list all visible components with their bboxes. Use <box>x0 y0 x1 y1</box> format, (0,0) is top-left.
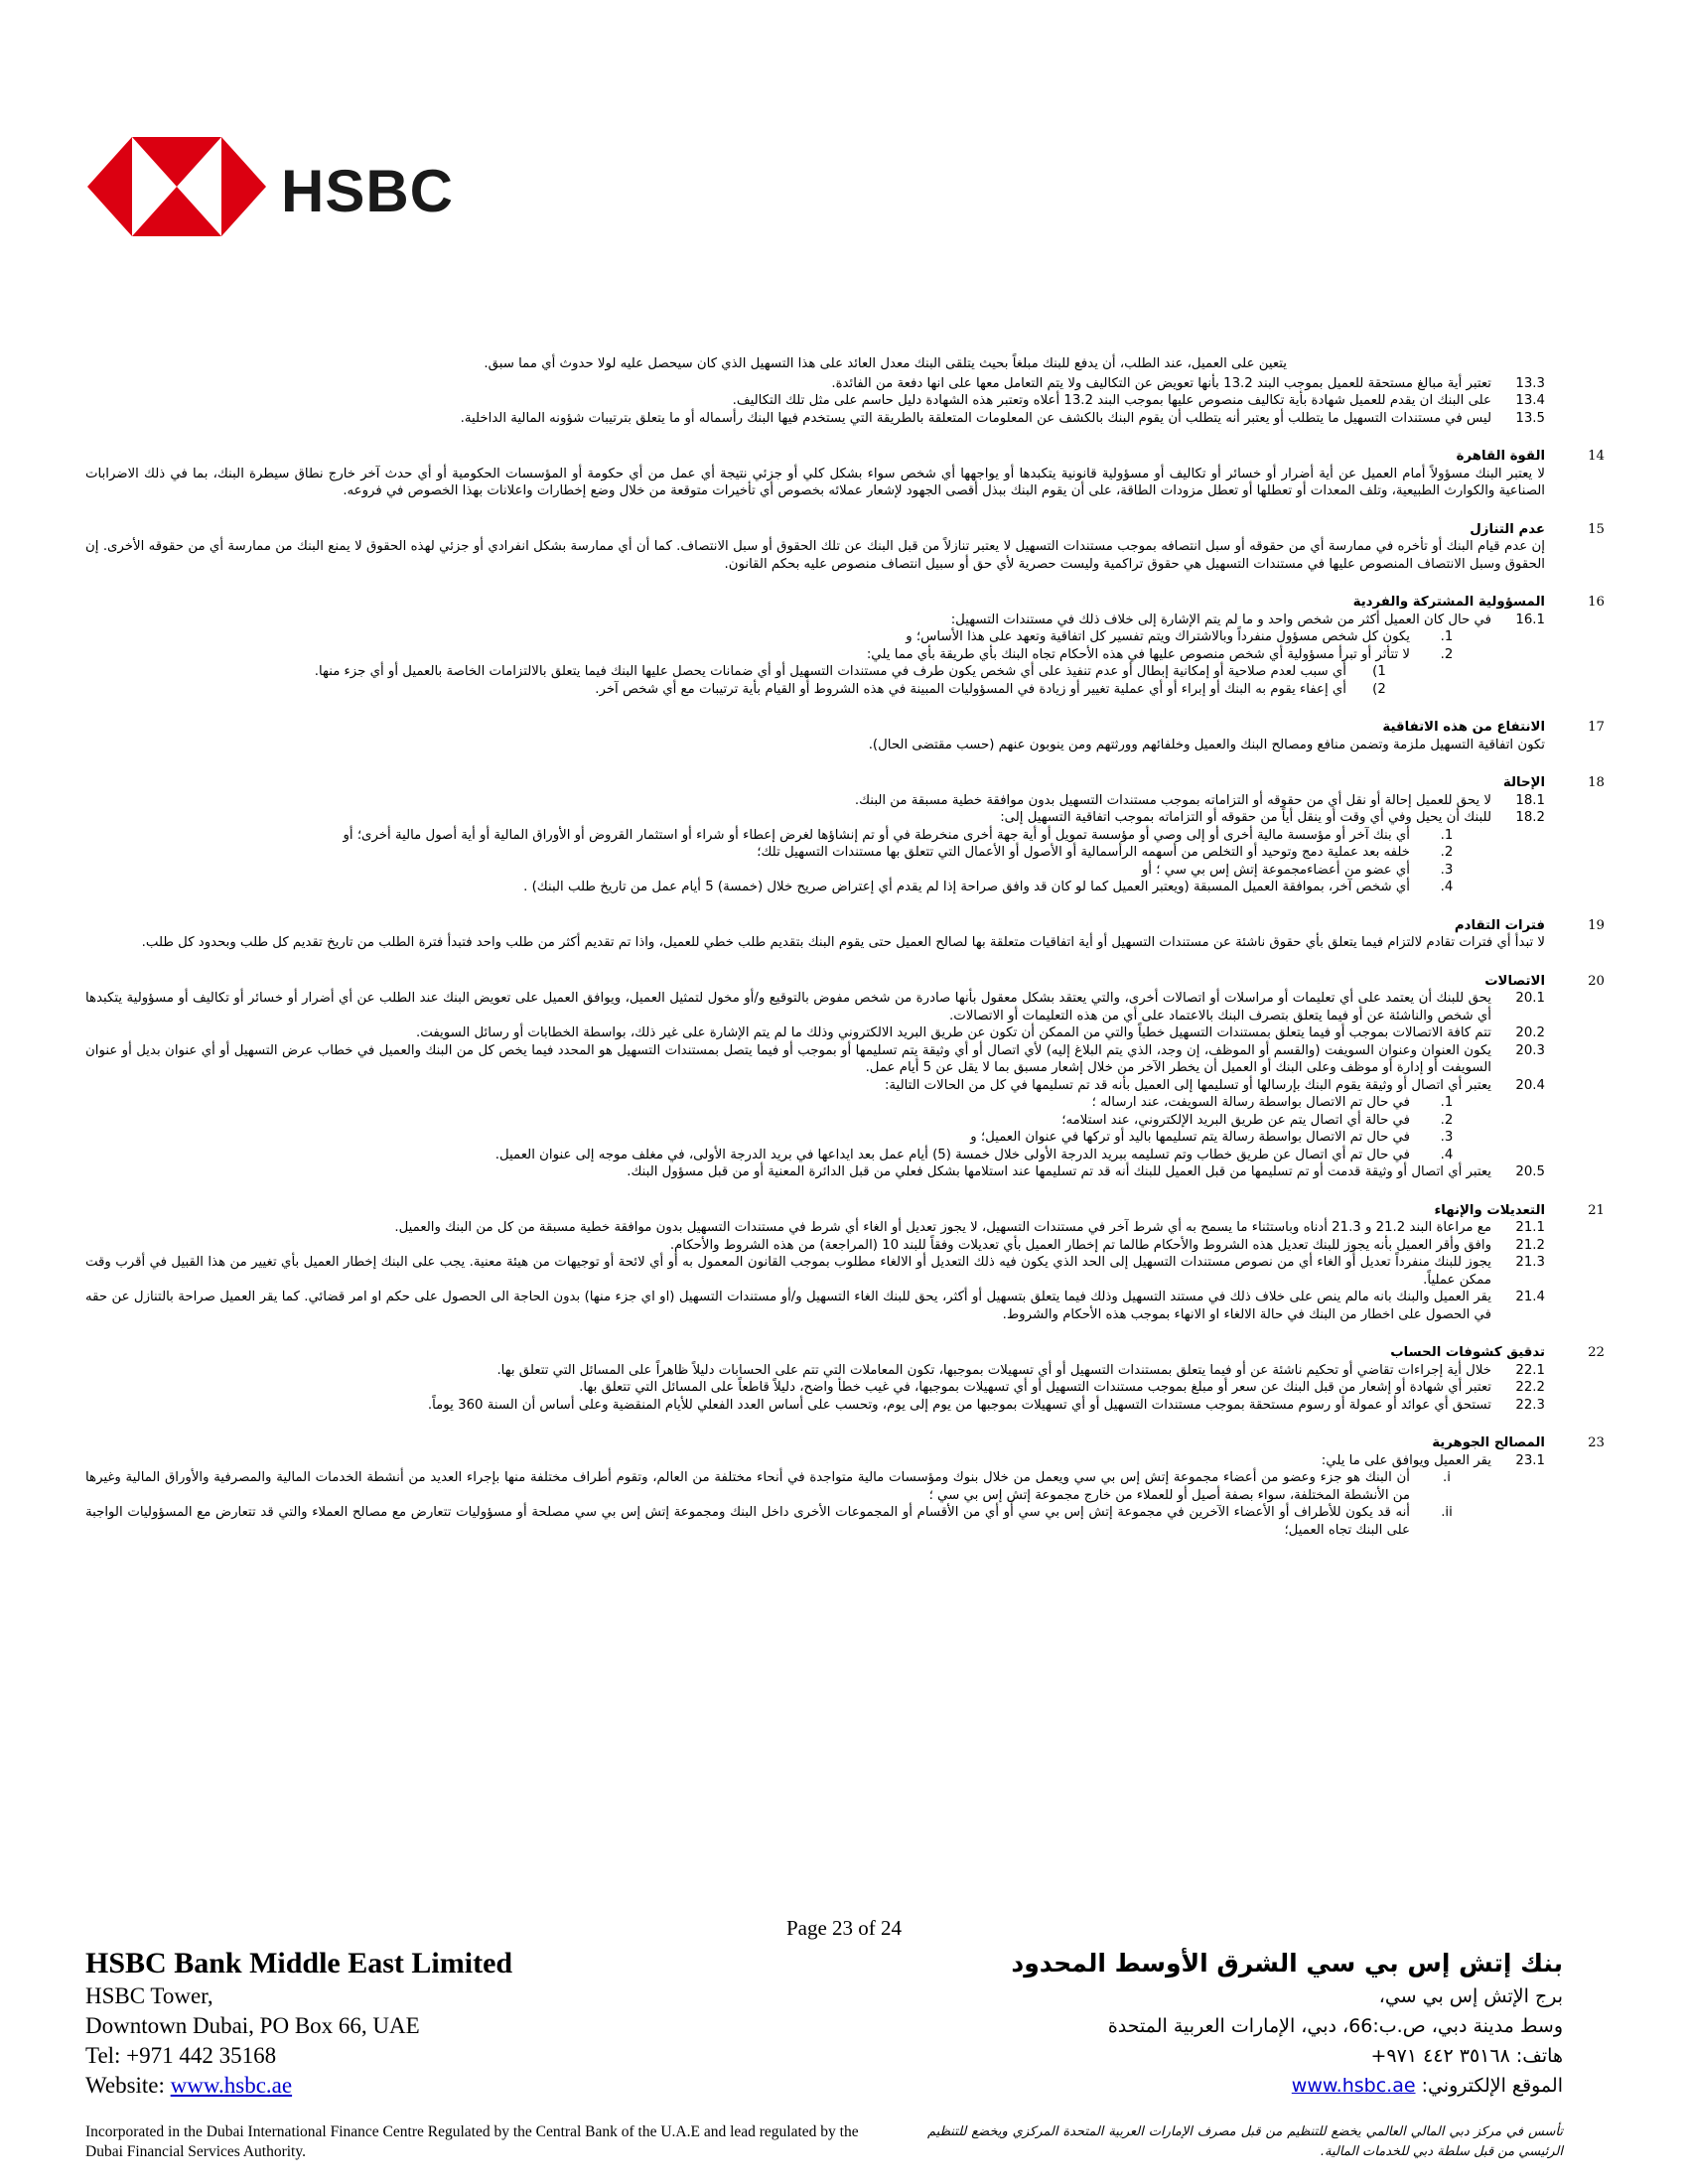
section-heading <box>85 1434 1605 1452</box>
section-number: 19 <box>1588 917 1605 933</box>
clause-number: .4 <box>1440 880 1454 894</box>
clause-number: 16.1 <box>1515 612 1545 627</box>
clause-item <box>85 1129 1477 1147</box>
clause-item <box>85 809 1545 827</box>
clause-item <box>85 1452 1545 1470</box>
clause-number: 20.1 <box>1515 991 1545 1006</box>
section-number: 14 <box>1588 449 1605 464</box>
clause-text: تعتبر أية مبالغ مستحقة للعميل بموجب البند 13.2 بأنها تعويض عن التكاليف ولا يتم التعامل معها على انها دفعة من الفائدة. <box>831 375 1491 391</box>
section-17 <box>85 719 1605 753</box>
clause-number: .2 <box>1440 1112 1454 1128</box>
clause-number: .1 <box>1440 629 1454 644</box>
website-row-ar <box>1011 2071 1563 2101</box>
clause-text: أنه قد يكون للأطراف أو الأعضاء الآخرين في مجموعة إتش إس بي سي أو أي من الأقسام أو المجموعات الأخرى داخل البنك ومجموعة إتش إس بي سي مصلحة أو مسؤوليات تتعارض مع مصالح العملاء والتي قد تتعارض مع المسؤوليات الواجبة على البنك تجاه العميل؛ <box>85 1505 1410 1538</box>
hsbc-hexagon-icon <box>87 137 266 236</box>
clause-number: 21.1 <box>1515 1220 1545 1235</box>
section-title: القوة القاهرة <box>1456 449 1545 464</box>
section-body: لا يعتبر البنك مسؤولاً أمام العميل عن أية أضرار أو خسائر أو تكاليف أو مسؤولية قانونية يتكبدها أو يواجهها أي شخص سواء بشكل كلي أو جزئي نتيجة أي عمل من أي حكومة أو المؤسسات الحكومية أو أي حدث آخر خارج نطاق سيطرة البنك، بما في ذلك الاضرابات الصناعية والكوارث الطبيعية، وتلف المعدات أو تعطلها أو تعطل مزودات الطاقة، على أن يقوم البنك ببذل أقصى الجهود لإشعار عملائه بخصوص أي تأخيرات متوقعة من خلال وضع إخطارات واعلانات بهذا الخصوص في فروعه. <box>85 466 1545 498</box>
clause-item <box>85 1112 1477 1130</box>
section-23 <box>85 1434 1605 1539</box>
telephone-ar: هاتف: ٣٥١٦٨ ٤٤٢ ٩٧١+ <box>1370 2045 1563 2067</box>
clause-text: في حالة أي اتصال يتم عن طريق البريد الإلكتروني، عند استلامه؛ <box>1061 1112 1410 1128</box>
section-19 <box>85 917 1605 952</box>
footer-english <box>85 1946 512 2101</box>
section-heading <box>85 917 1605 935</box>
clause-number: 13.3 <box>1515 375 1545 391</box>
section-heading <box>85 1202 1605 1220</box>
clause-text: يقر العميل والبنك بانه مالم ينص على خلاف ذلك في مستند التسهيل وذلك فيما يتعلق بتسهيل أو أكثر، يحق للبنك الغاء التسهيل و/أو مستندات التسهيل (او اي جزء منها) بدون الحاجة الى الحصول على حكم او امر قضائي. كما يقر العميل صراحة بالتنازل عن حقه في الحصول على اخطار من البنك في حالة الالغاء او الانهاء بموجب هذه الأحكام والشروط. <box>85 1290 1491 1322</box>
clause-text: خلفه بعد عملية دمج وتوحيد أو التخلص من أسهمه الرأسمالية أو الأصول أو الأعمال التي تتعلق بها مستندات التسهيل تلك؛ <box>757 845 1410 860</box>
clause-item <box>85 862 1477 880</box>
clause-text: للبنك أن يحيل وفي أي وقت أو ينقل أياً من حقوقه أو التزاماته بموجب اتفاقية التسهيل إلى: <box>1000 810 1491 825</box>
bank-name-ar: بنك إتش إس بي سي الشرق الأوسط المحدود <box>1011 1949 1563 1978</box>
section-15 <box>85 521 1605 574</box>
clause-item <box>85 1077 1545 1095</box>
telephone-en: Tel: +971 442 35168 <box>85 2043 277 2068</box>
clause-item <box>85 1042 1545 1077</box>
address-line-2-en: Downtown Dubai, PO Box 66, UAE <box>85 2013 420 2038</box>
section-title: التعديلات والإنهاء <box>1434 1202 1545 1218</box>
clause-item <box>85 410 1545 428</box>
clause-number: 21.4 <box>1515 1290 1545 1304</box>
clause-text: أن البنك هو جزء وعضو من أعضاء مجموعة إتش إس بي سي ويعمل من خلال بنوك ومؤسسات مالية متواجدة في أنحاء مختلفة من العالم، وتقوم أطراف مختلفة منها بإجراء العديد من أنشطة الخدمات المالية والمصرفية والأوراق المالية وغيرها من الأنشطة المختلفة، سواء بصفة أصيل أو للعملاء من خارج مجموعة إتش إس بي سي ؛ <box>85 1470 1410 1503</box>
clause-item <box>85 879 1477 896</box>
section-heading <box>85 774 1605 792</box>
section-title: عدم التنازل <box>1470 521 1545 537</box>
clause-item <box>85 844 1477 862</box>
clause-text: تعتبر أي شهادة أو إشعار من قبل البنك عن سعر أو مبلغ بموجب مستندات التسهيل أو أي تسهيلات بموجبها، في غيب خطأ واضح، دليلاً قاطعاً على المسائل التي تتعلق بها. <box>579 1380 1491 1395</box>
clause-text: يحق للبنك أن يعتمد على أي تعليمات أو مراسلات أو اتصالات أخرى، والتي يعتقد بشكل معقول بأنها صادرة من شخص مفوض بالتوقيع و/أو مخول لتمثيل العميل، ويوافق العميل على تعويض البنك عند الطلب عن أي أضرار أو خسائر أو تكاليف أو مسؤولية يتكبدها أي شخص والناشئة عن أو فيما يتعلق بتصرف البنك بالاعتماد على أي من هذه التعليمات أو الاتصالات. <box>85 991 1491 1024</box>
clause-number: (2 <box>1372 681 1386 697</box>
clause-text: على البنك ان يقدم للعميل شهادة بأية تكاليف منصوص عليها بموجب البند 13.2 أعلاه وتعتبر هذه الشهادة دليل حاسم على مثل تلك التكاليف. <box>732 393 1491 408</box>
clause-item <box>85 1094 1477 1112</box>
section-18 <box>85 774 1605 896</box>
section-number: 18 <box>1588 775 1605 790</box>
clause-text: يكون العنوان وعنوان السويفت (والقسم أو الموظف، إن وجد، الذي يتم البلاغ إليه) لأي اتصال أو أي وثيقة يتم تسليمها أو بموجب أو فيما يتصل بمستندات التسهيل هو المحدد فيما يخص كل من البنك والعميل في خطاب عرض التسهيل أو أي عنوان بديل أو عنوان السويفت أو إدارة أو موظف وعلى البنك أو العميل أن يخطر الآخر من خلال إشعار مسبق بما لا يقل عن 5 أيام عمل. <box>85 1042 1491 1075</box>
clause-number: 22.3 <box>1515 1397 1545 1413</box>
clause-number: 22.1 <box>1515 1362 1545 1378</box>
section-title: فترات التقادم <box>1454 917 1545 933</box>
clause-item <box>85 1024 1545 1042</box>
section-heading <box>85 448 1605 466</box>
legal-notice-ar: تأسس في مركز دبي المالي العالمي يخضع للتنظيم من قبل مصرف الإمارات العربية المتحدة المركزي ويخضع للتنظيم الرئيسي من قبل سلطة دبي للخدمات المالية. <box>927 2124 1563 2159</box>
page-number: Page 23 of 24 <box>785 1916 903 1940</box>
section-heading <box>85 719 1605 737</box>
clause-text: ليس في مستندات التسهيل ما يتطلب أو يعتبر أنه يتطلب أن يقوم البنك بالكشف عن المعلومات المتعلقة بالطريقة التي يستخدم فيها البنك رأسماله أو ما يتعلق بترتيبات شؤونه المالية الداخلية. <box>460 410 1491 426</box>
clause-text: في حال تم أي اتصال عن طريق خطاب وتم تسليمه ببريد الدرجة الأولى خلال خمسة (5) أيام عمل بعد ايداعها في بريد الدرجة الأولى، في مغلف موجه إلى عنوان العميل. <box>494 1147 1410 1162</box>
address-line-1-en: HSBC Tower, <box>85 1983 213 2008</box>
section-title: الانتفاع من هذه الاتفاقية <box>1382 720 1545 735</box>
clause-number: .2 <box>1440 646 1454 662</box>
section-heading <box>85 594 1605 612</box>
section-heading <box>85 973 1605 991</box>
section-number: 22 <box>1588 1345 1605 1360</box>
address-line-1-ar: برج الإتش إس بي سي، <box>1378 1985 1563 2007</box>
website-link-en[interactable]: www.hsbc.ae <box>170 2073 293 2098</box>
clause-number: 21.3 <box>1515 1255 1545 1270</box>
clause-item <box>85 990 1545 1024</box>
clause-number: .4 <box>1440 1147 1454 1162</box>
clause-item <box>85 1379 1545 1397</box>
section-number: 23 <box>1588 1435 1605 1450</box>
clause-number: .2 <box>1440 845 1454 860</box>
clause-number: .1 <box>1440 827 1454 843</box>
clause-item <box>85 1289 1545 1323</box>
clause-text: لا يحق للعميل إحالة أو نقل أي من حقوقه أو التزاماته بموجب مستندات التسهيل بدون موافقة خطية مسبقة من البنك. <box>854 792 1491 808</box>
clause-text: وافق وأقر العميل بأنه يجوز للبنك تعديل هذه الشروط والأحكام طالما تم إخطار العميل بأي تعديلات وفقاً للبند 10 (المراجعة) من هذه الشروط والأحكام. <box>669 1237 1491 1253</box>
section-21 <box>85 1202 1605 1324</box>
clause-item <box>85 1504 1477 1539</box>
section-number: 21 <box>1588 1202 1605 1218</box>
clause-item <box>85 1362 1545 1380</box>
clause-number: 18.2 <box>1515 810 1545 825</box>
clause-item <box>85 628 1477 646</box>
clause-item <box>85 1163 1545 1181</box>
clause-text: في حال كان العميل أكثر من شخص واحد و ما لم يتم الإشارة إلى خلاف ذلك في مستندات التسهيل: <box>950 612 1491 627</box>
section-16 <box>85 594 1605 698</box>
hsbc-logo <box>87 137 455 246</box>
section-body: تكون اتفاقية التسهيل ملزمة وتضمن منافع ومصالح البنك والعميل وخلفائهم وورثتهم ومن ينوبون عنهم (حسب مقتضى الحال). <box>868 737 1545 752</box>
section-20 <box>85 973 1605 1181</box>
clause-text: أي إعفاء يقوم به البنك أو إبراء أو أي عملية تغيير أو زيادة في المسؤوليات المبينة في هذه الشروط أو القيام بأية ترتيبات مع أي شخص آخر. <box>595 681 1346 697</box>
section-title: المصالح الجوهرية <box>1432 1435 1545 1450</box>
section-body: إن عدم قيام البنك أو تأخره في ممارسة أي من حقوقه أو سبل انتصافه بموجب مستندات التسهيل لا يعتبر تنازلاً من قبل البنك عن تلك الحقوق أو سبل الانتصاف. كما أن أي ممارسة بشكل انفرادي أو جزئي لهذه الحقوق لا يمنع البنك من ممارسة أي من حقوقه الأخرى. إن الحقوق وسبل الانتصاف المنصوص عليها في مستندات التسهيل هي حقوق تراكمية وليست حصرية لأي حق أو سبيل انتصاف منصوص عليه بحكم القانون. <box>85 539 1545 572</box>
clause-text: أي عضو من أعضاءمجموعة إتش إس بي سي ؛ أو <box>1141 862 1410 878</box>
clause-item <box>85 792 1545 810</box>
website-label-ar: الموقع الإلكتروني: <box>1415 2075 1563 2097</box>
legal-notice-en: Incorporated in the Dubai International Finance Centre Regulated by the Central Bank of the U.A.E and lead regulated by the Dubai Financial Services Authority. <box>85 2123 859 2160</box>
clause-text: مع مراعاة البند 21.2 و 21.3 أدناه وباستثناء ما يسمح به أي شرط آخر في مستندات التسهيل، لا يجوز تعديل أو الغاء أي شرط في مستندات التسهيل بدون موافقة خطية مسبقة من كل من البنك والعميل. <box>394 1220 1491 1235</box>
clause-text: أي سبب لعدم صلاحية أو إمكانية إبطال أو عدم تنفيذ على أي شخص يكون طرف في مستندات التسهيل أو أي ضمانات يحصل عليها البنك فيما يتعلق بالالتزامات الخاصة بالعميل أو أي جزء منها. <box>314 664 1346 679</box>
bank-name-en: HSBC Bank Middle East Limited <box>85 1947 513 1979</box>
clause-item <box>85 1147 1477 1164</box>
section-heading <box>85 521 1605 539</box>
clause-item <box>85 1254 1545 1289</box>
section-number: 15 <box>1588 521 1605 537</box>
clause-text: يجوز للبنك منفرداً تعديل أو الغاء أي من نصوص مستندات التسهيل إلى الحد الذي يكون فيه ذلك التعديل أو الالغاء مطلوب بموجب القانون المعمول به أو أي لائحة أو توجيهات من هيئة معنية. يجب على البنك إخطار العميل بأي تغيير من هذا القبيل في أقرب وقت ممكن عملياً. <box>85 1255 1491 1288</box>
clause-text: يقر العميل ويوافق على ما يلي: <box>1321 1452 1491 1468</box>
website-row-en <box>85 2071 512 2101</box>
hsbc-wordmark: HSBC <box>281 158 455 224</box>
clause-number: 23.1 <box>1515 1452 1545 1468</box>
clause-number: 18.1 <box>1515 792 1545 808</box>
clause-text: في حال تم الاتصال بواسطة رسالة يتم تسليمها باليد أو تركها في عنوان العميل؛ و <box>970 1130 1410 1145</box>
clause-number: 20.5 <box>1515 1164 1545 1179</box>
clause-text: يكون كل شخص مسؤول منفرداً وبالاشتراك ويتم تفسير كل اتفاقية وتعهد على هذا الأساس؛ و <box>906 629 1410 644</box>
website-link-ar[interactable]: www.hsbc.ae <box>1291 2075 1416 2097</box>
document-body <box>85 355 1605 1539</box>
section-title: تدقيق كشوفات الحساب <box>1390 1345 1545 1360</box>
section-number: 20 <box>1588 973 1605 989</box>
clause-number: 13.4 <box>1515 393 1545 408</box>
clause-item <box>85 681 1406 699</box>
clause-item <box>85 612 1545 629</box>
clause-number: .3 <box>1440 862 1454 878</box>
clause-item <box>85 1219 1545 1237</box>
clause-item <box>85 827 1477 845</box>
section-22 <box>85 1344 1605 1414</box>
clause-number: 20.4 <box>1515 1077 1545 1093</box>
clause-number: .ii <box>1441 1505 1453 1520</box>
clause-text: أي شخص آخر، بموافقة العميل المسبقة (ويعتبر العميل كما لو كان قد وافق صراحة إذا لم يقدم أي إعتراض صريح خلال (خمسة) 5 أيام عمل من تاريخ طلب البنك) . <box>523 880 1410 894</box>
section-body: لا تبدأ أي فترات تقادم لالتزام فيما يتعلق بأي حقوق ناشئة عن مستندات التسهيل أو أية اتفاقيات متعلقة بها لصالح العميل حتى يقوم البنك بتقديم طلب خطي للعميل، واذا تم تقديم أكثر من طلب واحد فتبدأ فترة الطلب من تاريخ تقديم كل طلب وبحدود كل طلب. <box>141 935 1545 950</box>
clause-number: .3 <box>1440 1130 1454 1145</box>
clause-item <box>85 375 1545 393</box>
section-title: المسؤولية المشتركة والفردية <box>1352 595 1545 610</box>
section-number: 16 <box>1588 595 1605 610</box>
clause-number: .1 <box>1440 1095 1454 1110</box>
clause-number: .i <box>1443 1470 1451 1485</box>
clause-number: 22.2 <box>1515 1380 1545 1395</box>
clause-number: (1 <box>1372 664 1386 679</box>
clause-item <box>85 1469 1477 1504</box>
section-heading <box>85 1344 1605 1362</box>
intro-paragraph: يتعين على العميل، عند الطلب، أن يدفع للبنك مبلغاً بحيث يتلقى البنك معدل العائد على هذا التسهيل الذي كان سيحصل عليه لولا حدوث أي مما سبق. <box>484 356 1287 371</box>
clause-number: 13.5 <box>1515 410 1545 426</box>
clause-text: أي بنك آخر أو مؤسسة مالية أخرى أو إلى وصي أو مؤسسة تمويل أو أية جهة أخرى منخرطة في أو تم إنشاؤها لغرض إعطاء أو شراء أو استثمار القروض أو الأوراق المالية أو أية أصول مالية أخرى؛ أو <box>343 827 1410 843</box>
website-label-en: Website: <box>85 2073 171 2098</box>
clause-number: 20.3 <box>1515 1042 1545 1058</box>
clause-text: لا تتأثر أو تبرأ مسؤولية أي شخص منصوص عليها في هذه الأحكام تجاه البنك بأي طريقة بأي مما يلي: <box>866 646 1410 662</box>
clause-item <box>85 1397 1545 1415</box>
clause-text: يعتبر أي اتصال أو وثيقة قدمت أو تم تسليمها من قبل العميل للبنك أنه قد تم تسليمها عند استلامها بشكل فعلي من قبل الدائرة المعنية أو من قبل مسؤول البنك. <box>627 1164 1491 1179</box>
clause-text: خلال أية إجراءات تقاضي أو تحكيم ناشئة عن أو فيما يتعلق بمستندات التسهيل أو أي تسهيلات بموجبها، تكون المعاملات التي تتم على الحسابات دليلاً ظاهراً على المسائل التي تتعلق بها. <box>496 1362 1491 1378</box>
clause-text: تتم كافة الاتصالات بموجب أو فيما يتعلق بمستندات التسهيل خطياً والتي من الممكن أن تكون عن طريق البريد الالكتروني وذلك ما لم يتم الإشارة على غير ذلك، بواسطة الخطابات أو رسائل السويفت. <box>416 1025 1491 1040</box>
clause-text: في حال تم الاتصال بواسطة رسالة السويفت، عند ارساله ؛ <box>1091 1095 1410 1110</box>
footer-arabic <box>1011 1946 1563 2101</box>
clause-text: يعتبر أي اتصال أو وثيقة يقوم البنك بإرسالها أو تسليمها إلى العميل بأنه قد تم تسليمها في كل من الحالات التالية: <box>884 1077 1491 1093</box>
clause-item <box>85 663 1406 681</box>
clause-item <box>85 392 1545 410</box>
section-title: الإحالة <box>1502 775 1545 790</box>
clause-item <box>85 646 1477 664</box>
clause-item <box>85 1237 1545 1255</box>
section-title: الاتصالات <box>1484 973 1545 989</box>
section-number: 17 <box>1588 720 1605 735</box>
section-14 <box>85 448 1605 500</box>
address-line-2-ar: وسط مدينة دبي، ص.ب:66، دبي، الإمارات العربية المتحدة <box>1107 2015 1563 2037</box>
clause-number: 20.2 <box>1515 1025 1545 1040</box>
clause-number: 21.2 <box>1515 1237 1545 1253</box>
clause-text: تستحق أي عوائد أو عمولة أو رسوم مستحقة بموجب مستندات التسهيل أو أي تسهيلات بموجبها من يوم إلى يوم، وتحسب على أساس العدد الفعلي للأيام المنقضية وعلى أساس أن السنة 360 يوماً. <box>427 1397 1491 1413</box>
